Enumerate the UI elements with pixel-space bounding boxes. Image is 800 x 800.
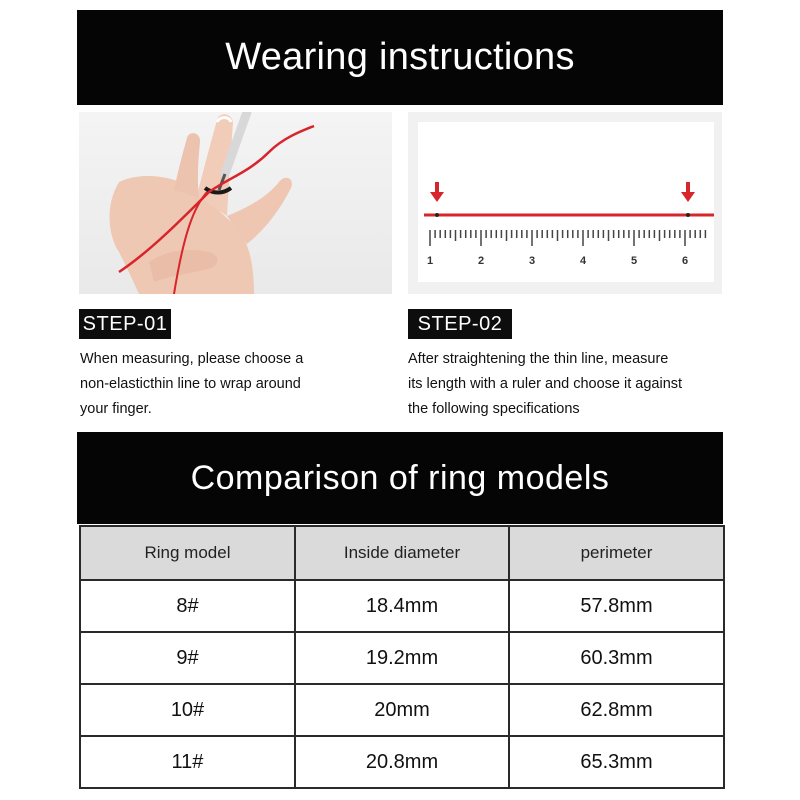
ruler-number: 6 [681,255,689,267]
ruler-number: 2 [477,255,485,267]
header-perimeter: perimeter [509,526,724,580]
step-02-line: After straightening the thin line, measure [408,351,669,367]
finger-measuring-photo [79,112,392,294]
cell-perimeter: 57.8mm [509,580,724,632]
table-row [80,736,724,788]
cell-perimeter: 62.8mm [509,684,724,736]
ruler-panel [418,122,714,282]
cell-ring-model: 11# [80,736,295,788]
step-02-description [408,347,728,422]
cell-perimeter: 60.3mm [509,632,724,684]
left-arrow-icon [430,182,444,202]
cell-inside-diameter: 20.8mm [295,736,509,788]
step-02-line: the following specifications [408,401,580,417]
ruler-numbers [427,255,688,267]
header-ring-model: Ring model [80,526,295,580]
header-inside-diameter: Inside diameter [295,526,509,580]
cell-inside-diameter: 19.2mm [295,632,509,684]
ruler-ticks [430,230,705,246]
table-row [80,684,724,736]
ruler-number: 3 [528,255,536,267]
cell-ring-model: 9# [80,632,295,684]
ruler-measuring-photo [408,112,722,294]
title-banner [77,10,723,105]
table-row [80,580,724,632]
step-02-line: its length with a ruler and choose it against [408,376,683,392]
step-01-line: When measuring, please choose a [80,351,304,367]
step-01-line: non-elasticthin line to wrap around [80,376,301,392]
table-header-row [80,526,724,580]
ruler-number: 1 [426,255,434,267]
cell-ring-model: 10# [80,684,295,736]
step-01-description [80,347,380,422]
cell-inside-diameter: 18.4mm [295,580,509,632]
ruler-number: 5 [630,255,638,267]
table-row [80,632,724,684]
comparison-banner [77,432,723,524]
step-02-label: STEP-02 [408,309,512,339]
step-01-label: STEP-01 [79,309,171,339]
cell-perimeter: 65.3mm [509,736,724,788]
ruler-number: 4 [579,255,587,267]
right-arrow-icon [681,182,695,202]
page-title: Wearing instructions [225,36,575,78]
comparison-title: Comparison of ring models [190,458,610,497]
step-01-line: your finger. [80,401,152,417]
cell-ring-model: 8# [80,580,295,632]
cell-inside-diameter: 20mm [295,684,509,736]
ruler-illustration [418,122,714,282]
ring-size-table [79,525,725,789]
hand-illustration [79,112,392,294]
